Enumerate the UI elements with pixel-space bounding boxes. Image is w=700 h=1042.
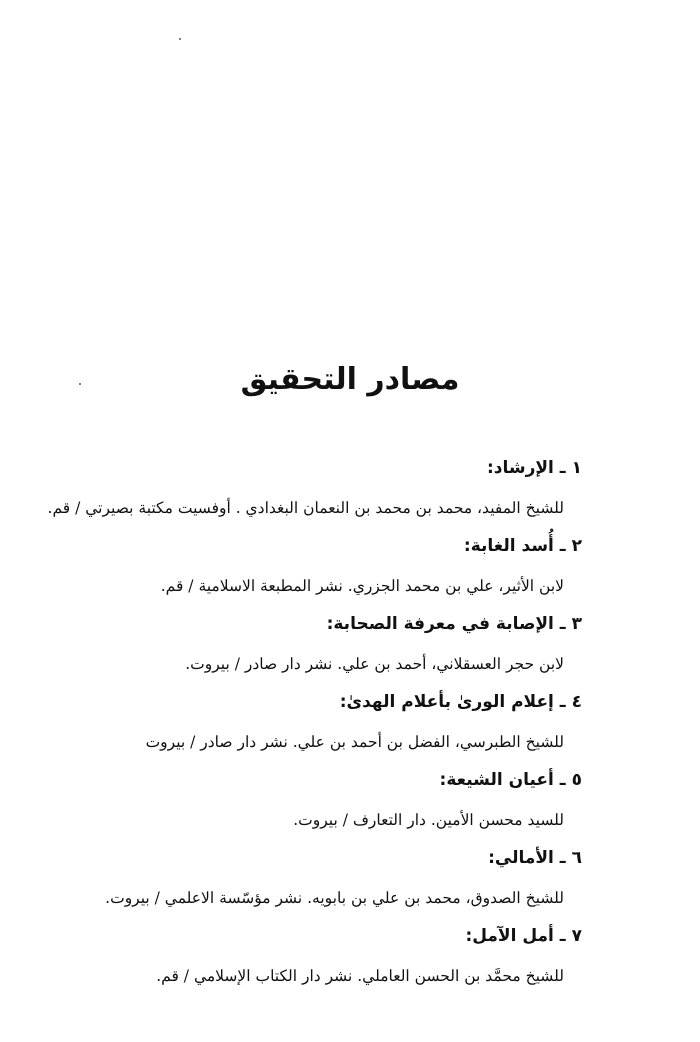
source-details: للشيخ المفيد، محمد بن محمد بن النعمان البغدادي . أوفسيت مكتبة بصيرتي / قم. (47, 499, 564, 517)
source-entry-2 (2, 533, 582, 599)
scan-speck (179, 38, 181, 40)
source-details: للشيخ محمَّد بن الحسن العاملي. نشر دار الكتاب الإسلامي / قم. (156, 967, 564, 985)
source-number: ٦ (571, 848, 582, 868)
page-title: مصادر التحقيق (240, 362, 460, 397)
sources-list (2, 455, 582, 1001)
source-heading (2, 533, 582, 559)
source-details: لابن الأثير، علي بن محمد الجزري. نشر المطبعة الاسلامية / قم. (160, 577, 564, 595)
source-name: ـ أمل الآمل: (465, 926, 566, 946)
source-details: للسيد محسن الأمين. دار التعارف / بيروت. (293, 811, 564, 829)
source-details: للشيخ الطبرسي، الفضل بن أحمد بن علي. نشر دار صادر / بيروت (145, 733, 564, 751)
source-entry-5 (2, 767, 582, 833)
source-entry-7 (2, 923, 582, 989)
source-heading (2, 845, 582, 871)
source-number: ٢ (571, 536, 582, 556)
source-entry-3 (2, 611, 582, 677)
source-heading (2, 689, 582, 715)
source-name: ـ الإصابة في معرفة الصحابة: (326, 614, 566, 634)
source-heading (2, 455, 582, 481)
source-details: للشيخ الصدوق، محمد بن علي بن بابويه. نشر مؤسّسة الاعلمي / بيروت. (105, 889, 564, 907)
source-entry-4 (2, 689, 582, 755)
source-entry-1 (2, 455, 582, 521)
source-details: لابن حجر العسقلاني، أحمد بن علي. نشر دار صادر / بيروت. (185, 655, 564, 673)
source-name: ـ الإرشاد: (486, 458, 566, 478)
source-name: ـ الأمالي: (488, 848, 566, 868)
source-number: ٧ (571, 926, 582, 946)
source-heading (2, 767, 582, 793)
source-number: ١ (571, 458, 582, 478)
source-heading (2, 611, 582, 637)
source-name: ـ أُسد الغابة: (463, 536, 566, 556)
source-number: ٣ (571, 614, 582, 634)
source-number: ٥ (571, 770, 582, 790)
source-name: ـ أعيان الشيعة: (439, 770, 566, 790)
source-heading (2, 923, 582, 949)
source-number: ٤ (571, 692, 582, 712)
source-name: ـ إعلام الورىٰ بأعلام الهدىٰ: (339, 692, 566, 712)
source-entry-6 (2, 845, 582, 911)
